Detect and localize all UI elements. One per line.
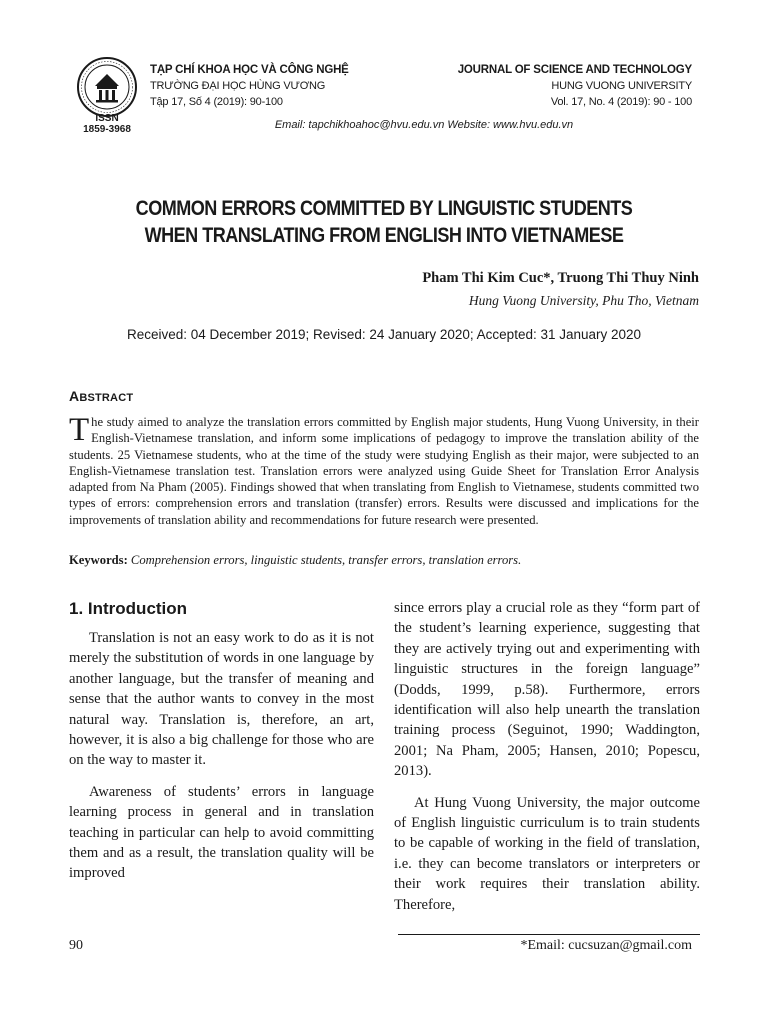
abstract-heading-initial: A xyxy=(69,388,80,404)
keywords-line xyxy=(69,552,699,568)
body-paragraph: since errors play a crucial role as they “form part of the student’s learning experience, suggesting that they are actively trying out and experimenting with linguistic structures in the foreign language” (Dodds, 1999, p.58). Furthermore, errors identification will also help unearth the translation training process (Seguinot, 1990; Waddington, 2001; Na Pham, 2005; Hansen, 2010; Popescu, 2013). xyxy=(394,600,700,780)
body-column-right xyxy=(394,598,700,926)
corresponding-author-email: *Email: cucsuzan@gmail.com xyxy=(520,938,692,953)
university-name-en: HUNG VUONG UNIVERSITY xyxy=(551,80,692,92)
section-heading-introduction: 1. Introduction xyxy=(69,599,188,618)
volume-info-vi: Tập 17, Số 4 (2019): 90-100 xyxy=(150,96,283,108)
keywords-label: Keywords: xyxy=(69,553,128,567)
journal-name-vi: TẠP CHÍ KHOA HỌC VÀ CÔNG NGHỆ xyxy=(150,64,349,76)
title-line-2: WHEN TRANSLATING FROM ENGLISH INTO VIETNAMESE xyxy=(144,224,624,247)
issn-label: ISSN xyxy=(95,113,119,124)
journal-header-vietnamese xyxy=(150,62,349,110)
body-paragraph: At Hung Vuong University, the major outcome of English linguistic curriculum is to train students to be capable of working in the field of translation, i.e. they can become translators or interpreters or their work requires their translation ability. Therefore, xyxy=(394,794,700,913)
abstract-heading xyxy=(69,388,133,404)
volume-info-en: Vol. 17, No. 4 (2019): 90 - 100 xyxy=(550,96,692,108)
author-list: Pham Thi Kim Cuc*, Truong Thi Thuy Ninh xyxy=(422,270,699,286)
body-paragraph: Awareness of students’ errors in language learning process in general and in translation teaching in particular can help to avoid committing them and as a result, the translation quality will be improved xyxy=(69,783,374,882)
author-affiliation: Hung Vuong University, Phu Tho, Vietnam xyxy=(468,293,699,308)
keywords-list: Comprehension errors, linguistic students, transfer errors, translation errors. xyxy=(130,553,522,567)
abstract-heading-rest: BSTRACT xyxy=(79,392,134,404)
abstract-text: he study aimed to analyze the translation errors committed by English major students, Hung Vuong University, in their English-Vietnamese translation, and inform some implications of pedagogy to improve the translation ability of the students. 25 Vietnamese students, who at the time of the study were studying English as their major, were subjected to an English-Vietnamese translation test. Translation errors were analyzed using Guide Sheet for Translation Error Analysis adapted from Na Pham (2005). Findings showed that when translating from English to Vietnamese, students committed two types of errors: comprehension errors and translation (transfer) errors. Results were discussed and implications for the improvements of translation ability and recommendations for future research were presented. xyxy=(69,415,699,527)
issn-number: 1859-3968 xyxy=(83,124,131,135)
page-number: 90 xyxy=(69,938,83,953)
article-title xyxy=(105,195,662,249)
abstract-dropcap: T xyxy=(69,412,90,448)
title-line-1: COMMON ERRORS COMMITTED BY LINGUISTIC STUDENTS xyxy=(135,197,633,220)
footnote-divider xyxy=(398,934,700,935)
body-column-left xyxy=(69,598,374,895)
university-name-vi: TRƯỜNG ĐẠI HỌC HÙNG VƯƠNG xyxy=(150,80,326,92)
journal-name-en: JOURNAL OF SCIENCE AND TECHNOLOGY xyxy=(457,64,692,76)
university-seal-logo xyxy=(76,56,138,118)
abstract-body xyxy=(69,414,699,528)
journal-contact-line: Email: tapchikhoahoc@hvu.edu.vn Website: www.hvu.edu.vn xyxy=(274,119,574,131)
journal-header-english xyxy=(458,62,692,110)
submission-dates: Received: 04 December 2019; Revised: 24 January 2020; Accepted: 31 January 2020 xyxy=(126,327,642,342)
body-paragraph: Translation is not an easy work to do as it is not merely the substitution of words in one language by another language, but the transfer of meaning and sense that the author wants to convey in the most natural way. Translation is, therefore, an art, however, it is also a big challenge for those who are on the way to master it. xyxy=(69,630,374,769)
